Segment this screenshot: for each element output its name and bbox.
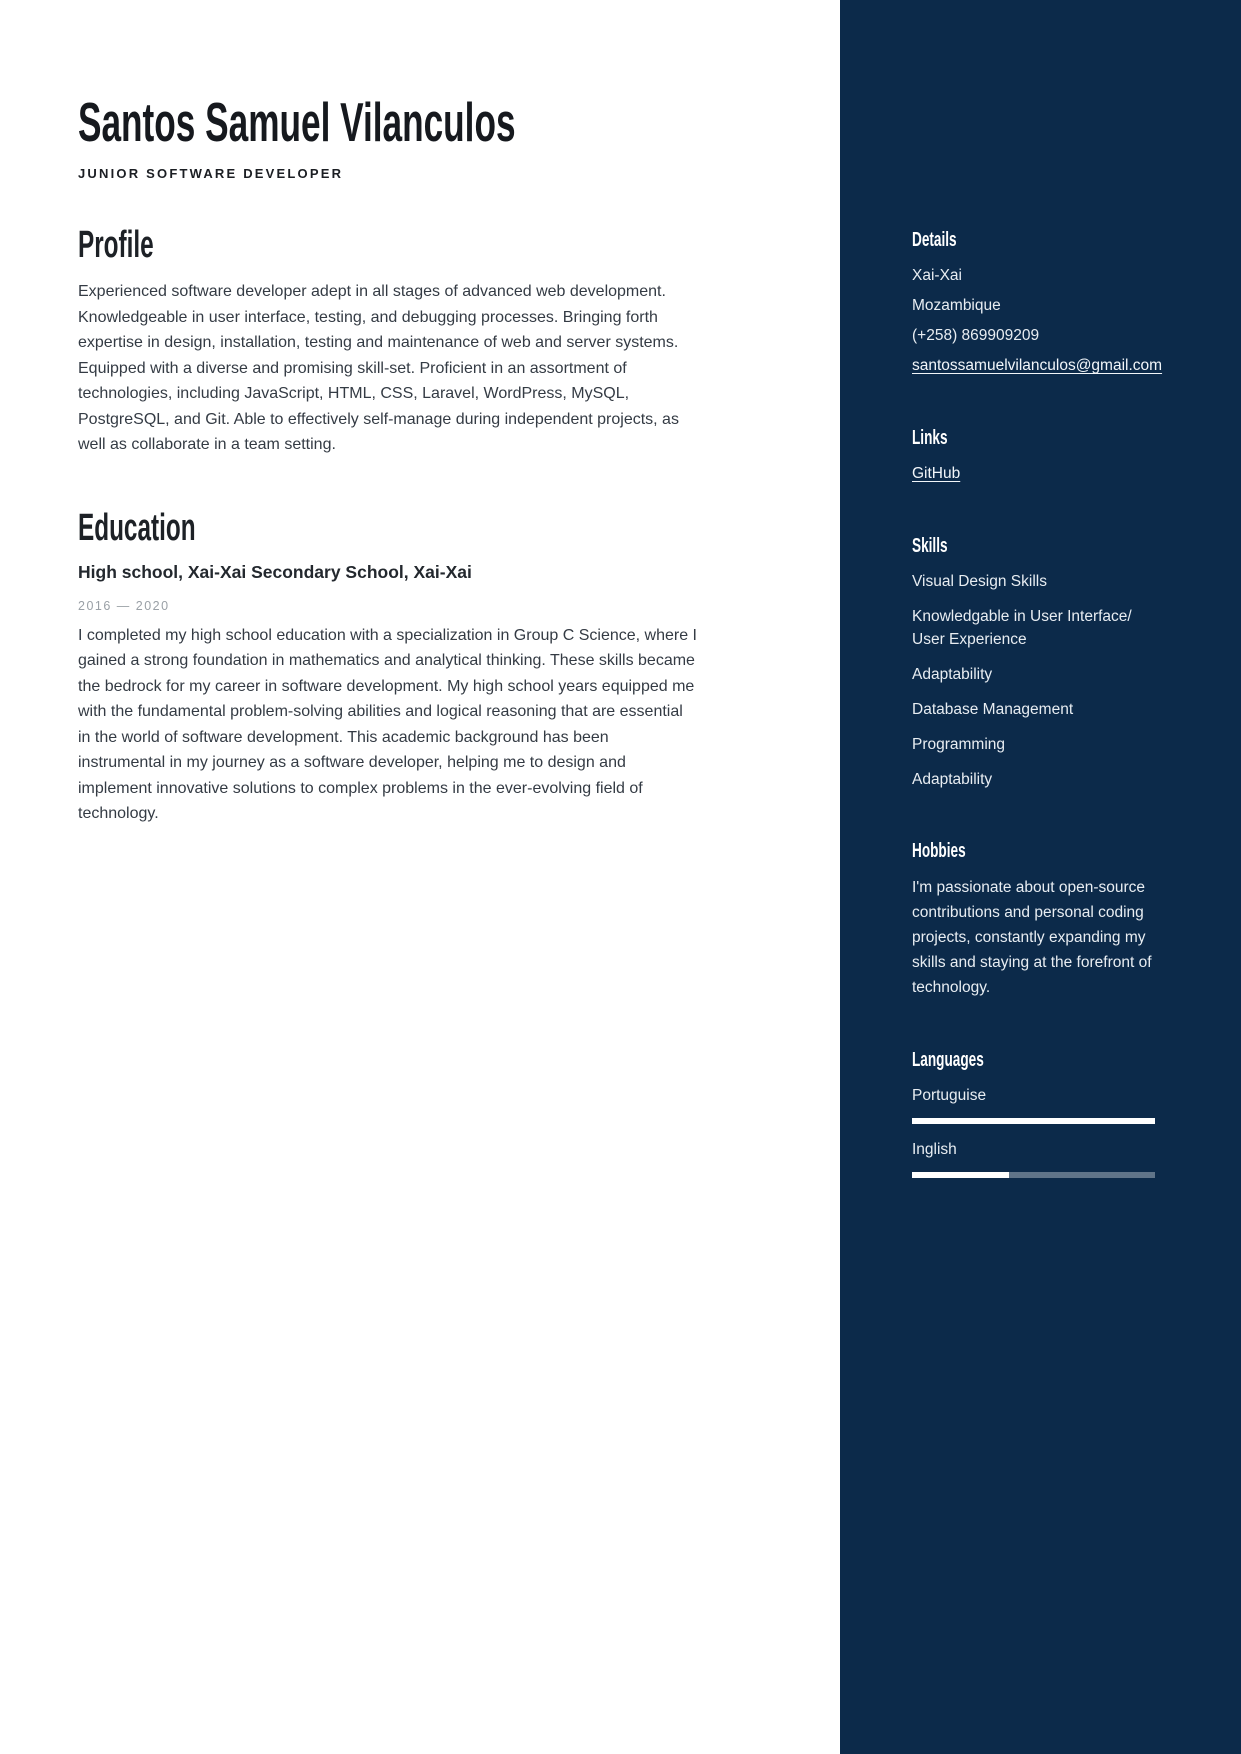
role-subtitle: JUNIOR SOFTWARE DEVELOPER [78,165,344,181]
profile-section [78,225,698,458]
language-item [912,1084,1155,1124]
profile-heading-text: Profile [78,223,154,266]
sidebar [840,0,1241,1754]
profile-text: Experienced software developer adept in all stages of advanced web development. Knowledgeable in user interface, testing, and debugging processes. Bringing forth expertise in design, installation, testing and maintenance of web and server systems. Equipped with a diverse and promising skill-set. Proficient in an assortment of technologies, including JavaScript, HTML, CSS, Laravel, WordPress, MySQL, PostgreSQL, and Git. Able to effectively self-manage during independent projects, as well as collaborate in a team setting. [78,283,679,454]
hobbies-section [912,839,1155,1000]
details-heading [912,228,1155,252]
education-heading [78,508,698,550]
education-text: I completed my high school education with a specialization in Group C Science, where I gained a strong foundation in mathematics and analytical thinking. These skills became the bedrock for my career in software development. My high school years equipped me with the fundamental problem-solving abilities and logical reasoning that are essential in the world of software development. This academic background has been instrumental in my journey as a software developer, helping me to design and implement innovative solutions to complex problems in the ever-evolving field of technology. [78,626,697,823]
skills-section [912,534,1155,791]
details-section [912,228,1163,378]
skill-item: Database Management [912,701,1074,718]
hobbies-heading-text: Hobbies [912,840,966,862]
links-heading [912,426,1155,450]
languages-section [912,1048,1155,1178]
hobbies-heading [912,839,1155,863]
languages-heading-text: Languages [912,1049,984,1071]
skills-heading-text: Skills [912,535,948,557]
education-dates: 2016 — 2020 [78,598,170,613]
skills-heading [912,534,1155,558]
language-level-fill [912,1118,1155,1124]
header [78,92,698,181]
language-name: Inglish [912,1141,957,1158]
email-link[interactable]: santossamuelvilanculos@gmail.com [912,357,1163,374]
name-text: Santos Samuel Vilanculos [78,91,516,153]
profile-heading [78,225,698,267]
links-heading-text: Links [912,427,948,449]
skill-item: Adaptability [912,666,993,683]
education-degree: High school, Xai-Xai Secondary School, Xai-Xai [78,561,472,582]
github-link[interactable]: GitHub [912,465,961,482]
skill-item: Knowledgable in User Interface/ User Experience [912,608,1132,648]
details-heading-text: Details [912,229,957,251]
details-city: Xai-Xai [912,267,962,284]
name-heading [78,92,698,154]
languages-heading [912,1048,1155,1072]
skill-item: Programming [912,736,1006,753]
language-level-bar [912,1172,1155,1178]
details-phone: (+258) 869909209 [912,327,1040,344]
skill-item: Adaptability [912,771,993,788]
details-country: Mozambique [912,297,1001,314]
skill-item: Visual Design Skills [912,573,1047,590]
education-heading-text: Education [78,506,196,549]
language-name: Portuguise [912,1087,987,1104]
hobbies-text: I'm passionate about open-source contributions and personal coding projects, constantly expanding my skills and staying at the forefront of technology. [912,879,1152,996]
language-level-bar [912,1118,1155,1124]
language-item [912,1138,1155,1178]
language-level-fill [912,1172,1009,1178]
education-section [78,508,698,827]
links-section [912,426,1155,486]
